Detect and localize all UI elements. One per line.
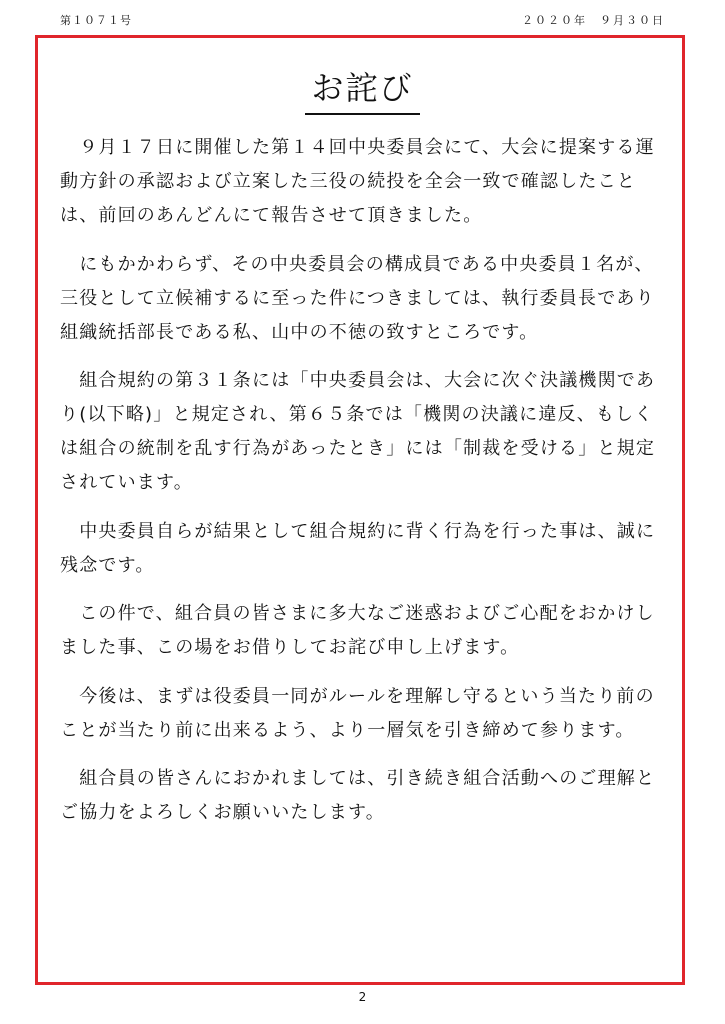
- title-block: [0, 63, 725, 115]
- paragraph-line: 組織統括部長である私、山中の不徳の致すところです。: [60, 321, 539, 343]
- paragraph-3: [60, 364, 666, 500]
- paragraph-line: は組合の統制を乱す行為があったとき」には「制裁を受ける」と規定: [60, 438, 656, 459]
- paragraph-6: [60, 680, 666, 748]
- paragraph-1: [60, 131, 666, 233]
- issue-number: 第１０７１号: [60, 14, 132, 27]
- paragraph-line: 組合員の皆さんにおかれましては、引き続き組合活動へのご理解と: [60, 768, 656, 789]
- paragraph-line: 動方針の承認および立案した三役の続投を全会一致で確認したこと: [60, 171, 636, 192]
- paragraph-line: 組合規約の第３１条には「中央委員会は、大会に次ぐ決議機関であ: [60, 370, 656, 391]
- paragraph-4: [60, 515, 666, 583]
- paragraph-line: り(以下略)」と規定され、第６５条では「機関の決議に違反、もしく: [60, 404, 654, 425]
- paragraph-line: ました事、この場をお借りしてお詫び申し上げます。: [60, 637, 520, 658]
- paragraph-line: 残念です。: [60, 554, 155, 576]
- page-number: 2: [358, 990, 367, 1004]
- paragraph-line: ことが当たり前に出来るよう、より一層気を引き締めて参ります。: [60, 719, 635, 741]
- paragraph-2: [60, 248, 666, 350]
- paragraph-line: にもかかわらず、その中央委員会の構成員である中央委員１名が、: [60, 253, 654, 275]
- paragraph-line: 三役として立候補するに至った件につきましては、執行委員長であり: [60, 287, 655, 309]
- paragraph-line: されています。: [60, 472, 193, 493]
- issue-date: ２０２０年 ９月３０日: [522, 14, 665, 27]
- paragraph-7: [60, 762, 666, 830]
- paragraph-line: ９月１７日に開催した第１４回中央委員会にて、大会に提案する運: [60, 137, 655, 158]
- paragraph-line: は、前回のあんどんにて報告させて頂きました。: [60, 205, 483, 226]
- paragraph-line: 中央委員自らが結果として組合規約に背く行為を行った事は、誠に: [60, 520, 656, 542]
- paragraph-5: [60, 597, 666, 665]
- letter-body: [60, 131, 666, 830]
- page-title: お詫び: [305, 63, 419, 115]
- paragraph-line: ご協力をよろしくお願いいたします。: [60, 802, 385, 823]
- paragraph-line: 今後は、まずは役委員一同がルールを理解し守るという当たり前の: [60, 685, 655, 707]
- paragraph-line: この件で、組合員の皆さまに多大なご迷惑およびご心配をおかけし: [60, 603, 655, 624]
